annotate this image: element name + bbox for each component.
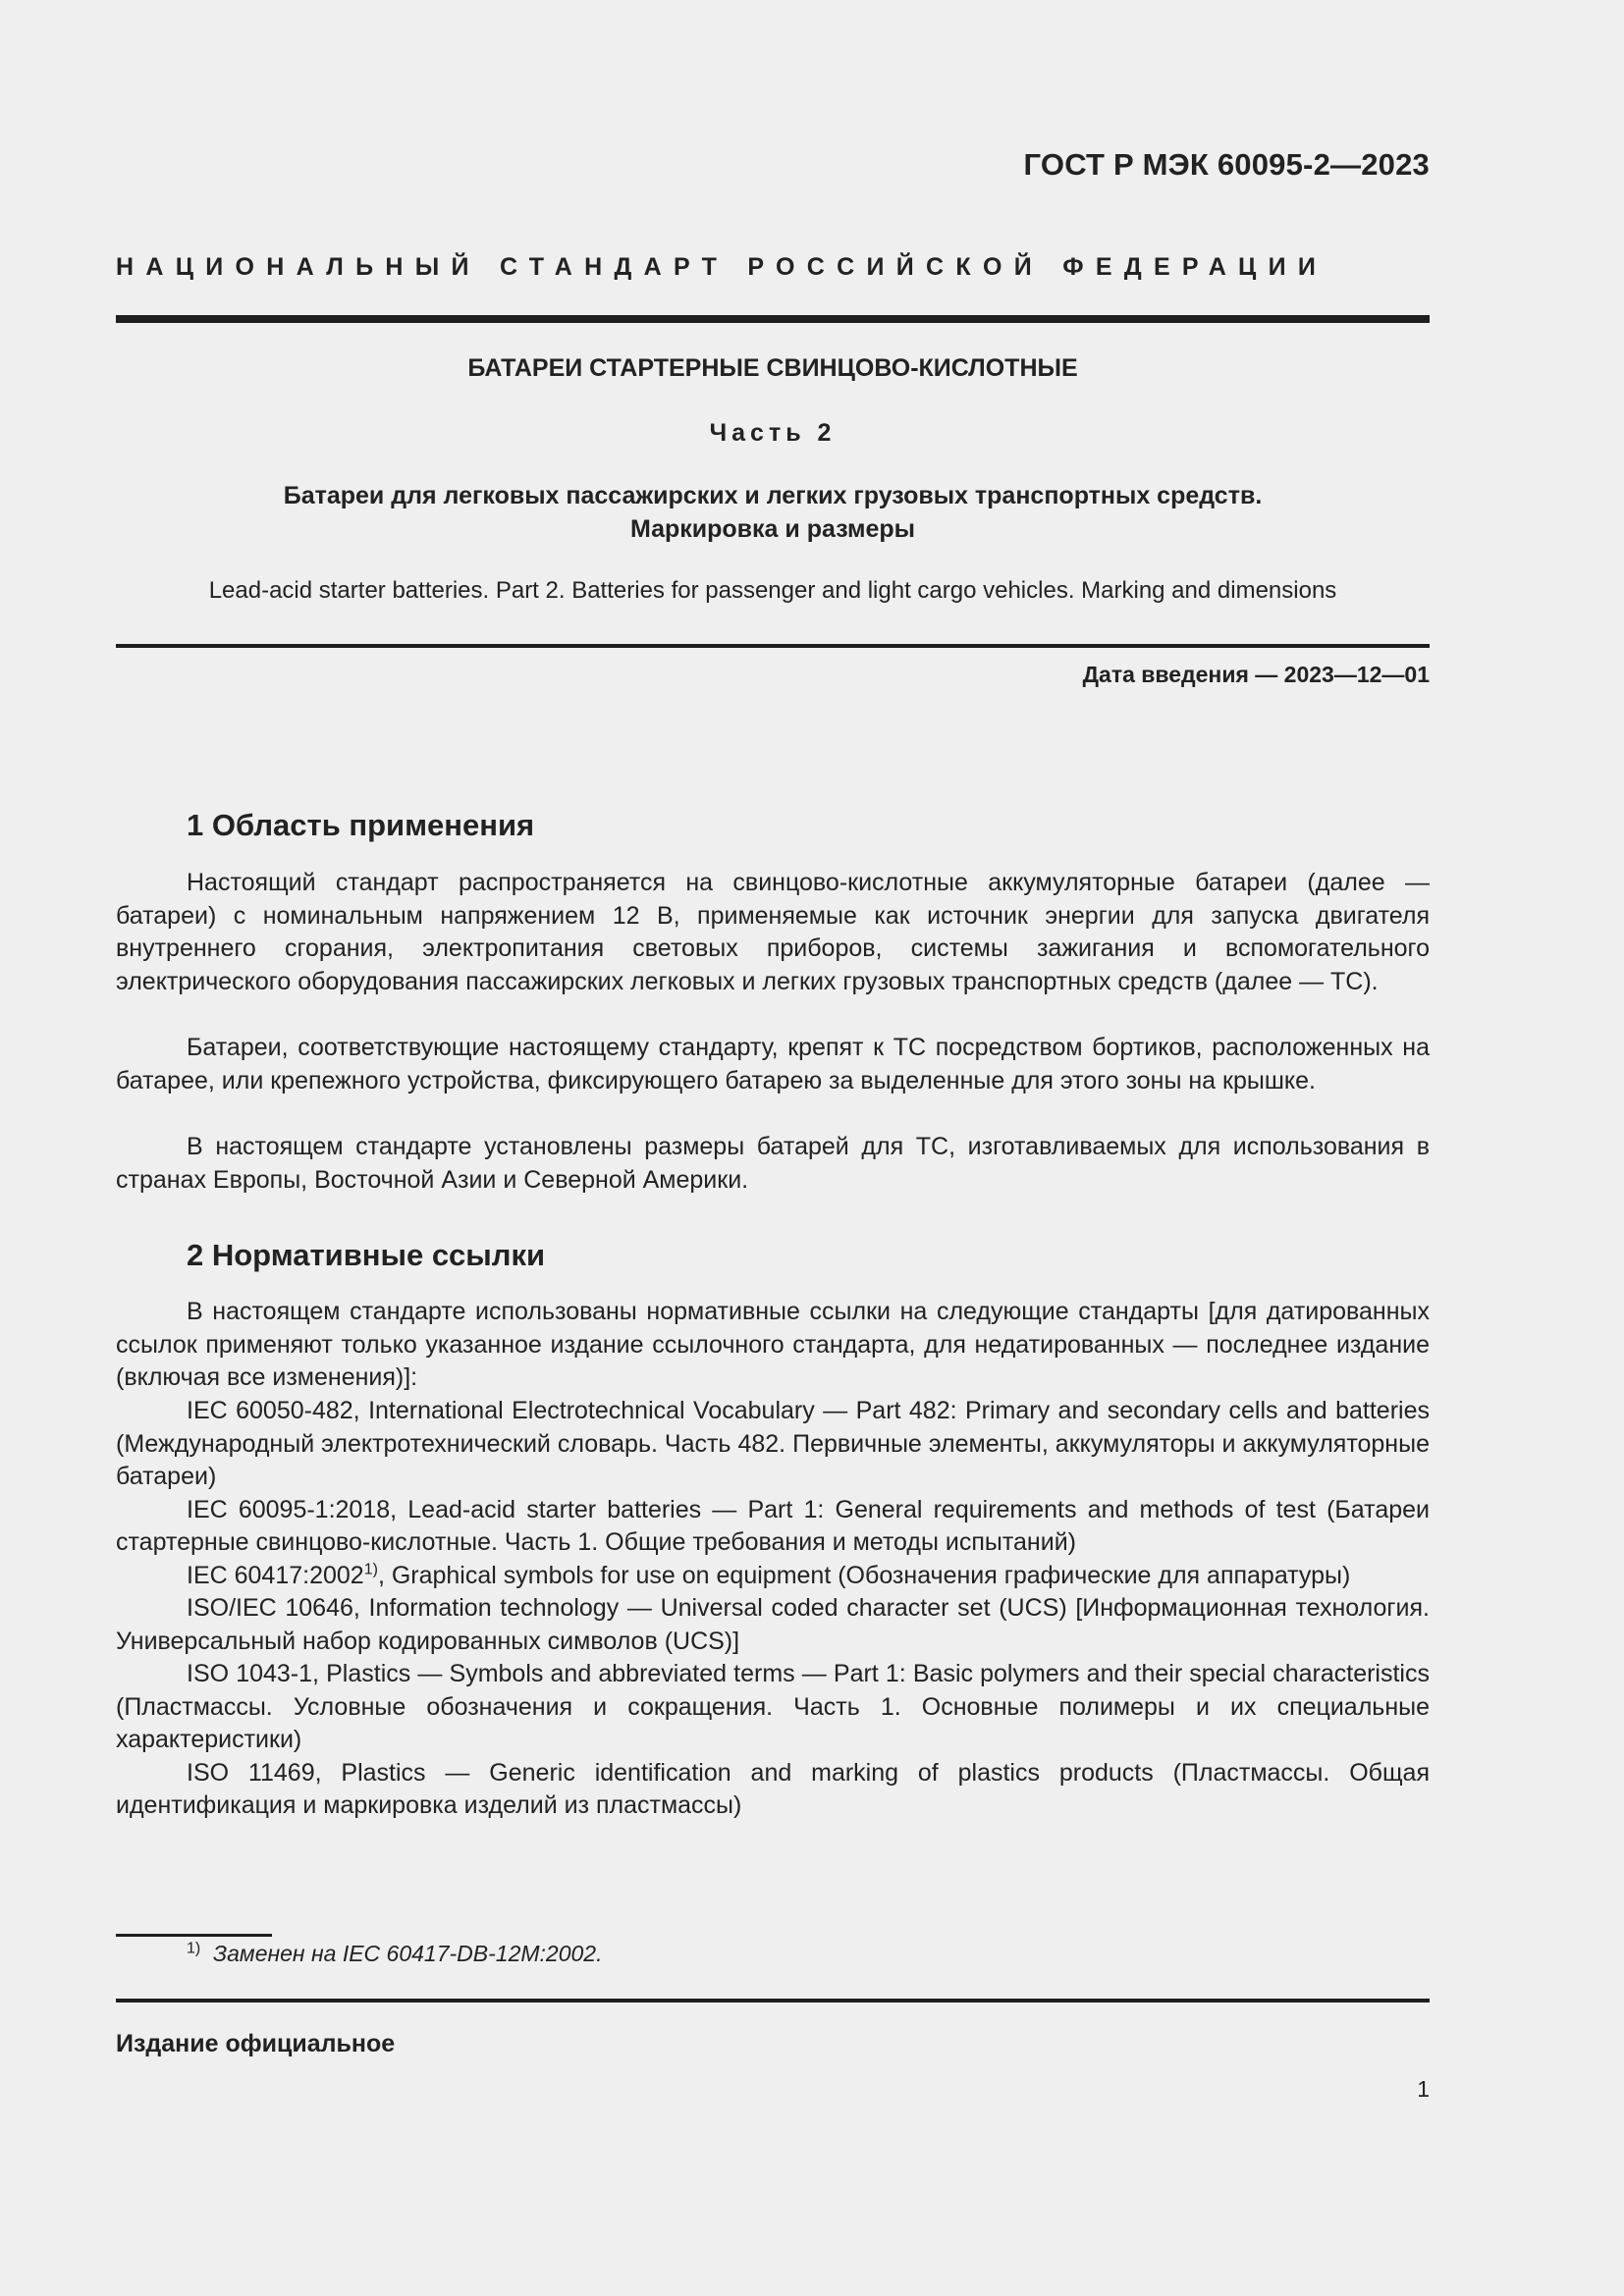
- reference-code: ISO 11469,: [187, 1758, 322, 1787]
- section-1-paragraph-3: В настоящем стандарте установлены размеры батарей для ТС, изготавливаемых для использования в странах Европы, Восточной Азии и Северной Америки.: [116, 1133, 1430, 1194]
- reference-text: Information technology — Universal coded character set (UCS) [Информационная технология. Универсальный набор кодированных символов (UCS)]: [116, 1594, 1430, 1655]
- reference-code: IEC 60095-1:2018,: [187, 1495, 398, 1523]
- reference-code: IEC 60050-482,: [187, 1397, 360, 1424]
- footnote: [187, 1941, 602, 1967]
- footnote-marker[interactable]: 1): [363, 1561, 378, 1578]
- reference-item: [116, 1658, 1430, 1757]
- section-1-title: 1 Область применения: [187, 808, 535, 842]
- national-standard-heading: НАЦИОНАЛЬНЫЙ СТАНДАРТ РОССИЙСКОЙ ФЕДЕРАЦИИ: [116, 253, 1328, 281]
- reference-text: , Graphical symbols for use on equipment (Обозначения графические для аппаратуры): [377, 1561, 1351, 1589]
- reference-item: [116, 1592, 1430, 1658]
- standard-code: ГОСТ Р МЭК 60095-2—2023: [1023, 147, 1430, 182]
- section-1-paragraph-2: Батареи, соответствующие настоящему стандарту, крепят к ТС посредством бортиков, расположенных на батарее, или крепежного устройства, фиксирующего батарею за выделенные для этого зоны на крышке.: [116, 1034, 1430, 1095]
- document-title: БАТАРЕИ СТАРТЕРНЫЕ СВИНЦОВО-КИСЛОТНЫЕ: [467, 354, 1078, 382]
- reference-item: [116, 1757, 1430, 1823]
- reference-code: IEC 60417:2002: [187, 1561, 364, 1589]
- subtitle-line-2: Маркировка и размеры: [629, 515, 916, 543]
- introduction-date: Дата введения — 2023—12—01: [1082, 662, 1430, 687]
- document-page: [116, 0, 1430, 2296]
- reference-text: Lead-acid starter batteries — Part 1: General requirements and methods of test (Батареи стартерные свинцово-кислотные. Часть 1. Общие требования и методы испытаний): [116, 1495, 1430, 1556]
- reference-code: ISO/IEC 10646,: [187, 1594, 360, 1622]
- reference-item: [116, 1395, 1430, 1494]
- section-2-title: 2 Нормативные ссылки: [187, 1238, 546, 1272]
- english-title: Lead-acid starter batteries. Part 2. Batteries for passenger and light cargo vehicles. Marking and dimensions: [208, 577, 1337, 604]
- header-rule: [116, 315, 1430, 323]
- subtitle-line-1: Батареи для легковых пассажирских и легких грузовых транспортных средств.: [283, 482, 1263, 509]
- footer-rule: [116, 1999, 1430, 2002]
- reference-item: [116, 1494, 1430, 1560]
- normative-references-list: [116, 1395, 1430, 1823]
- section-1-paragraph-1: Настоящий стандарт распространяется на свинцово-кислотные аккумуляторные батареи (далее — батареи) с номинальным напряжением 12 В, применяемые как источник энергии для запуска двигателя внутреннего сгорания, электропитания световых приборов, системы зажигания и вспомогательного электрического оборудования пассажирских легковых и легких грузовых транспортных средств (далее — ТС).: [116, 869, 1430, 995]
- reference-text: Plastics — Generic identification and marking of plastics products (Пластмассы. Общая идентификация и маркировка изделий из пластмассы): [116, 1758, 1430, 1819]
- reference-code: ISO 1043-1,: [187, 1660, 319, 1687]
- part-label: Часть 2: [709, 419, 837, 447]
- section-2-intro: В настоящем стандарте использованы нормативные ссылки на следующие стандарты [для датированных ссылок применяют только указанное издание ссылочного стандарта, для недатированных — последнее издание (включая все изменения)]:: [116, 1298, 1430, 1391]
- title-rule: [116, 644, 1430, 648]
- reference-item: [116, 1560, 1430, 1593]
- footnote-number: 1): [187, 1940, 201, 1957]
- reference-text: International Electrotechnical Vocabulary — Part 482: Primary and secondary cells and batteries (Международный электротехнический словарь. Часть 482. Первичные элементы, аккумуляторы и аккумуляторные батареи): [116, 1397, 1430, 1490]
- reference-text: Plastics — Symbols and abbreviated terms — Part 1: Basic polymers and their special characteristics (Пластмассы. Условные обозначения и сокращения. Часть 1. Основные полимеры и их специальные характеристики): [116, 1660, 1430, 1753]
- footnote-text: Заменен на IEC 60417-DB-12M:2002.: [213, 1941, 603, 1966]
- page-number: 1: [1417, 2076, 1430, 2102]
- official-edition-label: Издание официальное: [116, 2030, 396, 2057]
- footnote-rule: [116, 1934, 272, 1937]
